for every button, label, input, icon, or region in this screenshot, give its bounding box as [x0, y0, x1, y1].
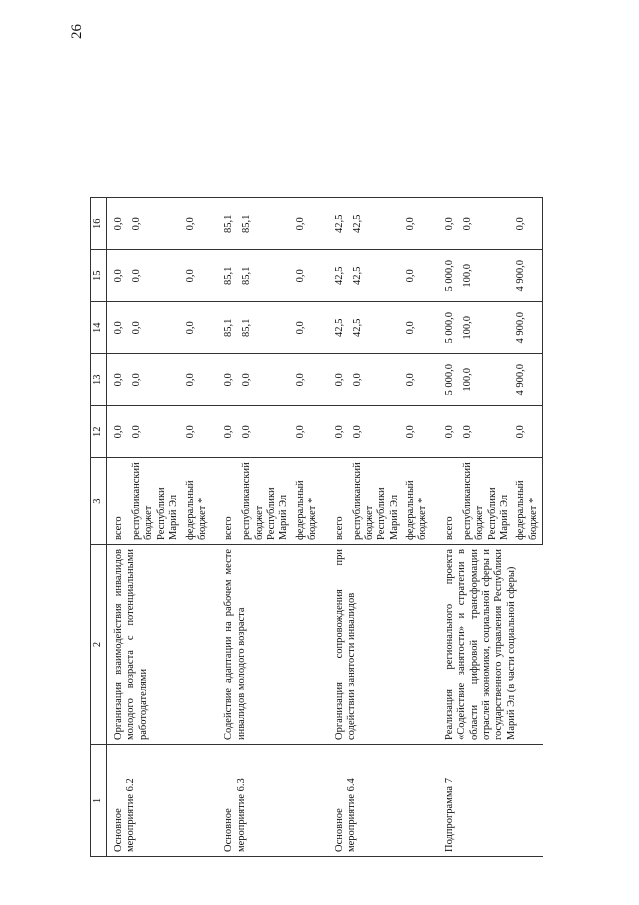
table-row [107, 198, 130, 857]
funding-source: республиканский бюджет Республики Марий Эл [129, 458, 183, 545]
funding-source: федеральный бюджет * [513, 458, 542, 545]
value-cell: 85,1 [239, 250, 293, 302]
value-cell: 0,0 [432, 198, 460, 250]
value-cell: 0,0 [129, 354, 183, 406]
value-cell: 85,1 [239, 302, 293, 354]
column-header-5: 13 [91, 354, 107, 406]
value-cell: 0,0 [403, 250, 432, 302]
page-number: 26 [69, 24, 85, 39]
value-cell: 85,1 [211, 302, 239, 354]
funding-source: всего [211, 458, 239, 545]
value-cell: 0,0 [183, 302, 212, 354]
value-cell: 42,5 [322, 198, 350, 250]
value-cell: 0,0 [350, 354, 404, 406]
value-cell: 100,0 [460, 354, 514, 406]
column-header-6: 14 [91, 302, 107, 354]
value-cell: 85,1 [211, 250, 239, 302]
activity-description: Организация сопровождения при содействии занятости инвалидов [322, 545, 432, 745]
value-cell: 100,0 [460, 250, 514, 302]
column-header-7: 15 [91, 250, 107, 302]
table-row [432, 198, 460, 857]
activity-name: Основное мероприятие 6.2 [107, 745, 212, 857]
funding-source: республиканский бюджет Республики Марий Эл [350, 458, 404, 545]
value-cell: 100,0 [460, 302, 514, 354]
value-cell: 0,0 [183, 250, 212, 302]
value-cell: 0,0 [183, 354, 212, 406]
value-cell: 5 000,0 [432, 250, 460, 302]
table-row [322, 198, 350, 857]
value-cell: 0,0 [129, 302, 183, 354]
value-cell: 0,0 [107, 250, 130, 302]
value-cell: 0,0 [322, 354, 350, 406]
value-cell: 0,0 [293, 406, 322, 458]
value-cell: 4 900,0 [513, 354, 542, 406]
activity-name: Основное мероприятие 6.3 [211, 745, 321, 857]
value-cell: 0,0 [403, 198, 432, 250]
column-header-4: 12 [91, 406, 107, 458]
value-cell: 85,1 [239, 198, 293, 250]
value-cell: 0,0 [432, 406, 460, 458]
value-cell: 0,0 [211, 354, 239, 406]
activity-description: Организация взаимодействия инвалидов молодого возраста с потенциальными работодателями [107, 545, 212, 745]
value-cell: 5 000,0 [432, 354, 460, 406]
header-row [91, 198, 107, 857]
funding-source: федеральный бюджет * [403, 458, 432, 545]
value-cell: 0,0 [129, 198, 183, 250]
value-cell: 0,0 [239, 354, 293, 406]
budget-table [90, 197, 543, 857]
value-cell: 0,0 [403, 406, 432, 458]
value-cell: 0,0 [211, 406, 239, 458]
value-cell: 0,0 [107, 302, 130, 354]
value-cell: 42,5 [322, 302, 350, 354]
funding-source: всего [107, 458, 130, 545]
value-cell: 0,0 [129, 250, 183, 302]
activity-description: Реализация регионального проекта «Содействие занятости» и стратегии в области цифровой трансформации отраслей экономики, социальной сферы и государственного управления Республики Марий Эл (в части социальной сферы) [432, 545, 543, 745]
value-cell: 0,0 [107, 198, 130, 250]
activity-name: Подпрограмма 7 [432, 745, 543, 857]
column-header-2: 2 [91, 545, 107, 745]
value-cell: 0,0 [460, 198, 514, 250]
value-cell: 0,0 [513, 198, 542, 250]
value-cell: 0,0 [183, 406, 212, 458]
funding-source: республиканский бюджет Республики Марий Эл [239, 458, 293, 545]
value-cell: 0,0 [350, 406, 404, 458]
activity-name: Основное мероприятие 6.4 [322, 745, 432, 857]
value-cell: 0,0 [183, 198, 212, 250]
value-cell: 0,0 [403, 354, 432, 406]
value-cell: 42,5 [350, 250, 404, 302]
value-cell: 0,0 [129, 406, 183, 458]
funding-source: республиканский бюджет Республики Марий Эл [460, 458, 514, 545]
value-cell: 0,0 [460, 406, 514, 458]
table-body [107, 198, 543, 857]
value-cell: 0,0 [513, 406, 542, 458]
value-cell: 0,0 [403, 302, 432, 354]
column-header-8: 16 [91, 198, 107, 250]
funding-source: федеральный бюджет * [293, 458, 322, 545]
table-row [211, 198, 239, 857]
column-header-1: 1 [91, 745, 107, 857]
value-cell: 42,5 [350, 302, 404, 354]
funding-source: федеральный бюджет * [183, 458, 212, 545]
value-cell: 0,0 [107, 354, 130, 406]
value-cell: 4 900,0 [513, 302, 542, 354]
activity-description: Содействие адаптации на рабочем месте инвалидов молодого возраста [211, 545, 321, 745]
value-cell: 85,1 [211, 198, 239, 250]
value-cell: 0,0 [107, 406, 130, 458]
value-cell: 0,0 [293, 302, 322, 354]
value-cell: 0,0 [293, 198, 322, 250]
value-cell: 42,5 [322, 250, 350, 302]
column-header-3: 3 [91, 458, 107, 545]
value-cell: 0,0 [293, 354, 322, 406]
value-cell: 5 000,0 [432, 302, 460, 354]
funding-source: всего [322, 458, 350, 545]
funding-source: всего [432, 458, 460, 545]
value-cell: 0,0 [293, 250, 322, 302]
value-cell: 42,5 [350, 198, 404, 250]
value-cell: 4 900,0 [513, 250, 542, 302]
value-cell: 0,0 [239, 406, 293, 458]
value-cell: 0,0 [322, 406, 350, 458]
